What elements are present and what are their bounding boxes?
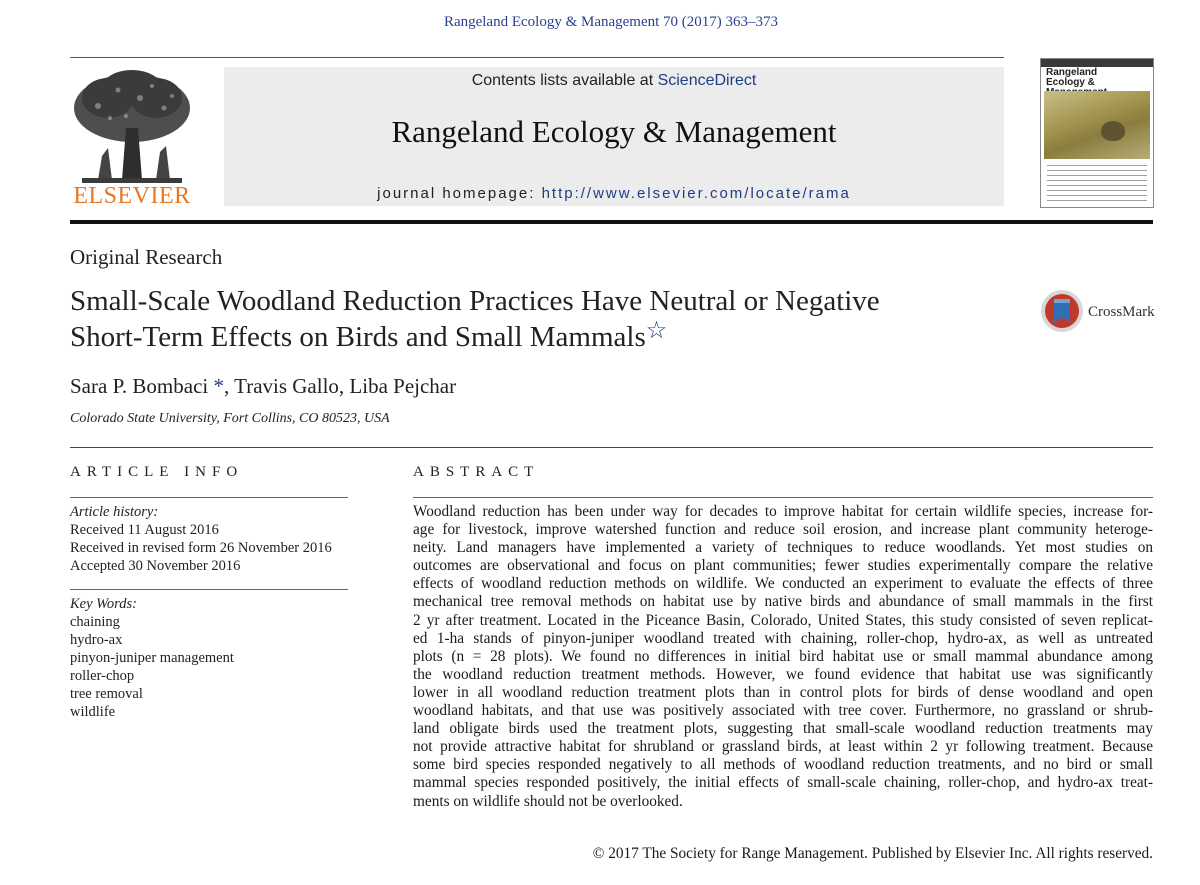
cover-title-line1: Rangeland [1046, 67, 1098, 78]
abstract-line: outcomes are observational and focus on plant communities; fewer studies experimentally compare the relative [413, 557, 1153, 575]
abstract-line: land obligate birds used the treatment plots, suggesting that small-scale woodland reduction treatments may [413, 720, 1153, 738]
history-revised: Received in revised form 26 November 2016 [70, 540, 332, 556]
abstract-line: plots (n = 28 plots). We found no differences in initial bird habitat use or small mammal abundance among [413, 647, 1153, 665]
crossmark-icon[interactable] [1040, 289, 1084, 333]
homepage-line [224, 185, 1004, 202]
contents-prefix: Contents lists available at [471, 72, 658, 89]
article-info-heading: ARTICLE INFO [70, 464, 244, 480]
history-accepted: Accepted 30 November 2016 [70, 558, 241, 574]
cover-text-lines [1047, 165, 1147, 205]
keywords [70, 595, 234, 721]
authors [70, 374, 456, 399]
abstract-line: woodland habitats, and that use was positively associated with tree cover. Furthermore, no grassland or shrub- [413, 702, 1153, 720]
title-line-2 [70, 319, 990, 355]
abstract-line: not provide attractive habitat for shrubland or grassland birds, at least within 2 yr following treatment. Because [413, 738, 1153, 756]
abstract-rule [413, 497, 1153, 498]
section-type: Original Research [70, 245, 223, 269]
elsevier-wordmark: ELSEVIER [73, 183, 191, 209]
cover-top-bar [1041, 59, 1153, 67]
abstract-line: lower in all woodland reduction treatment plots than in control plots for birds of dense woodland and open [413, 683, 1153, 701]
authors-rest: , Travis Gallo, Liba Pejchar [223, 374, 457, 398]
author-1[interactable]: Sara P. Bombaci [70, 374, 214, 398]
header-top-rule [70, 57, 1004, 58]
keywords-rule [70, 589, 348, 590]
article-title [70, 283, 990, 355]
keywords-label: Key Words: [70, 596, 137, 612]
title-separator-rule [70, 447, 1153, 448]
title-footnote-star-icon[interactable]: ☆ [645, 318, 668, 344]
article-info-rule [70, 497, 348, 498]
abstract-line: age for livestock, improve watershed function and reduce soil erosion, and increase plant community heteroge- [413, 521, 1153, 539]
cover-title-line2: Ecology & [1046, 77, 1095, 88]
homepage-prefix: journal homepage: [377, 185, 542, 202]
abstract-line: effects of woodland reduction methods on wildlife. We conducted an experiment to evaluate the effects of three [413, 575, 1153, 593]
keyword-item: tree removal [70, 686, 143, 702]
abstract-line: 2 yr after treatment. Located in the Piceance Basin, Colorado, United States, this study consisted of seven replicat- [413, 611, 1153, 629]
abstract-line: neity. Land managers have implemented a variety of techniques to reduce woodlands. Yet most studies on [413, 539, 1153, 557]
cover-photo [1044, 91, 1150, 159]
keyword-item: wildlife [70, 704, 116, 720]
abstract-line: the woodland reduction treatment methods. However, we found evidence that habitat use was significantly [413, 665, 1153, 683]
corresponding-author-mark[interactable]: * [213, 374, 224, 398]
journal-reference[interactable]: Rangeland Ecology & Management 70 (2017) 363–373 [443, 14, 779, 30]
header-thick-rule [70, 220, 1153, 224]
keyword-item: chaining [70, 614, 120, 630]
keyword-item: pinyon-juniper management [70, 650, 234, 666]
title-line-2-text: Short-Term Effects on Birds and Small Mammals [70, 321, 646, 353]
keyword-item: hydro-ax [70, 632, 123, 648]
cover-bird-icon [1101, 121, 1125, 141]
homepage-link[interactable]: http://www.elsevier.com/locate/rama [541, 185, 851, 202]
title-line-1: Small-Scale Woodland Reduction Practices Have Neutral or Negative [70, 285, 880, 317]
keyword-item: roller-chop [70, 668, 135, 684]
abstract-line: ed 1-ha stands of pinyon-juniper woodland treated with chaining, roller-chop, hydro-ax, as well as untreated [413, 629, 1153, 647]
abstract-text [413, 503, 1153, 811]
history-received: Received 11 August 2016 [70, 522, 219, 538]
article-history [70, 503, 332, 575]
crossmark-label[interactable]: CrossMark [1088, 304, 1155, 320]
abstract-heading: ABSTRACT [413, 464, 540, 480]
copyright-notice: © 2017 The Society for Range Management. Published by Elsevier Inc. All rights reserved. [592, 845, 1153, 862]
abstract-line: ments on wildlife should not be overlooked. [413, 792, 683, 810]
sciencedirect-link[interactable]: ScienceDirect [657, 72, 757, 89]
journal-cover-thumbnail[interactable] [1040, 58, 1154, 208]
history-label: Article history: [70, 504, 159, 520]
contents-line [224, 72, 1004, 90]
abstract-line: Woodland reduction has been under way for decades to improve habitat for certain wildlife species, increase for- [413, 503, 1153, 520]
journal-name: Rangeland Ecology & Management [391, 114, 837, 149]
abstract-line: mammal species responded positively, the initial effects of small-scale chaining, roller-chop, and hydro-ax treat- [413, 774, 1153, 792]
affiliation: Colorado State University, Fort Collins, CO 80523, USA [70, 411, 390, 426]
abstract-line: mechanical tree removal methods on habitat use by native birds and abundance of small mammals in the first [413, 593, 1153, 611]
abstract-line: some bird species responded negatively to all methods of woodland reduction treatments, and no bird or small [413, 756, 1153, 774]
